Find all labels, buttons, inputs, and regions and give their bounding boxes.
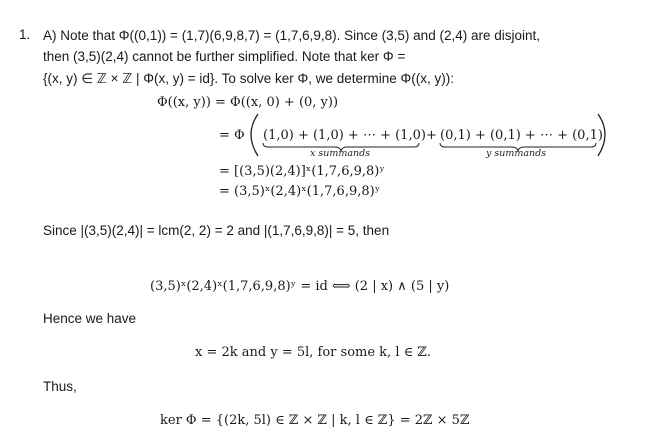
list-number: 1. — [19, 27, 31, 42]
since-line: Since |(3,5)(2,4)| = lcm(2, 2) = 2 and |(1,7,6,9,8)| = 5, then — [43, 223, 390, 238]
right-big-paren — [598, 114, 605, 156]
kernel-equation: ker Φ = {(2k, 5l) ∈ ℤ × ℤ | k, l ∈ ℤ} = 2ℤ × 5ℤ — [160, 413, 470, 428]
equation-phi-prefix: = Φ — [219, 128, 245, 143]
intro-line-3: {(x, y) ∈ ℤ × ℤ | Φ(x, y) = id}. To solve ker Φ, we determine Φ((x, y)): — [43, 71, 455, 86]
underbrace-y — [440, 143, 596, 151]
equation-plus: + — [426, 128, 437, 143]
solution-equation: x = 2k and y = 5l, for some k, l ∈ ℤ. — [195, 345, 431, 360]
brace-label-y: y summands — [486, 148, 547, 159]
equation-expanded-form: = (3,5)ˣ(2,4)ˣ(1,7,6,9,8)ʸ — [219, 184, 381, 199]
equation-power-form: = [(3,5)(2,4)]ˣ(1,7,6,9,8)ʸ — [219, 164, 385, 179]
underbrace-x — [263, 143, 419, 151]
thus-label: Thus, — [43, 379, 77, 394]
left-big-paren — [251, 114, 258, 156]
intro-line-2: then (3,5)(2,4) cannot be further simplified. Note that ker Φ = — [43, 49, 406, 64]
equation-phi-xy: Φ((x, y)) = Φ((x, 0) + (0, y)) — [157, 95, 339, 110]
hence-label: Hence we have — [43, 311, 137, 326]
equation-group-y: (0,1) + (0,1) + ⋯ + (0,1) — [440, 128, 603, 143]
intro-line-1: A) Note that Φ((0,1)) = (1,7)(6,9,8,7) = (1,7,6,9,8). Since (3,5) and (2,4) are disjoint, — [43, 28, 540, 43]
equation-group-x: (1,0) + (1,0) + ⋯ + (1,0) — [263, 128, 426, 143]
brace-label-x: x summands — [310, 148, 371, 159]
equivalence-equation: (3,5)ˣ(2,4)ˣ(1,7,6,9,8)ʸ = id ⟺ (2 | x) ∧ (5 | y) — [150, 279, 450, 294]
